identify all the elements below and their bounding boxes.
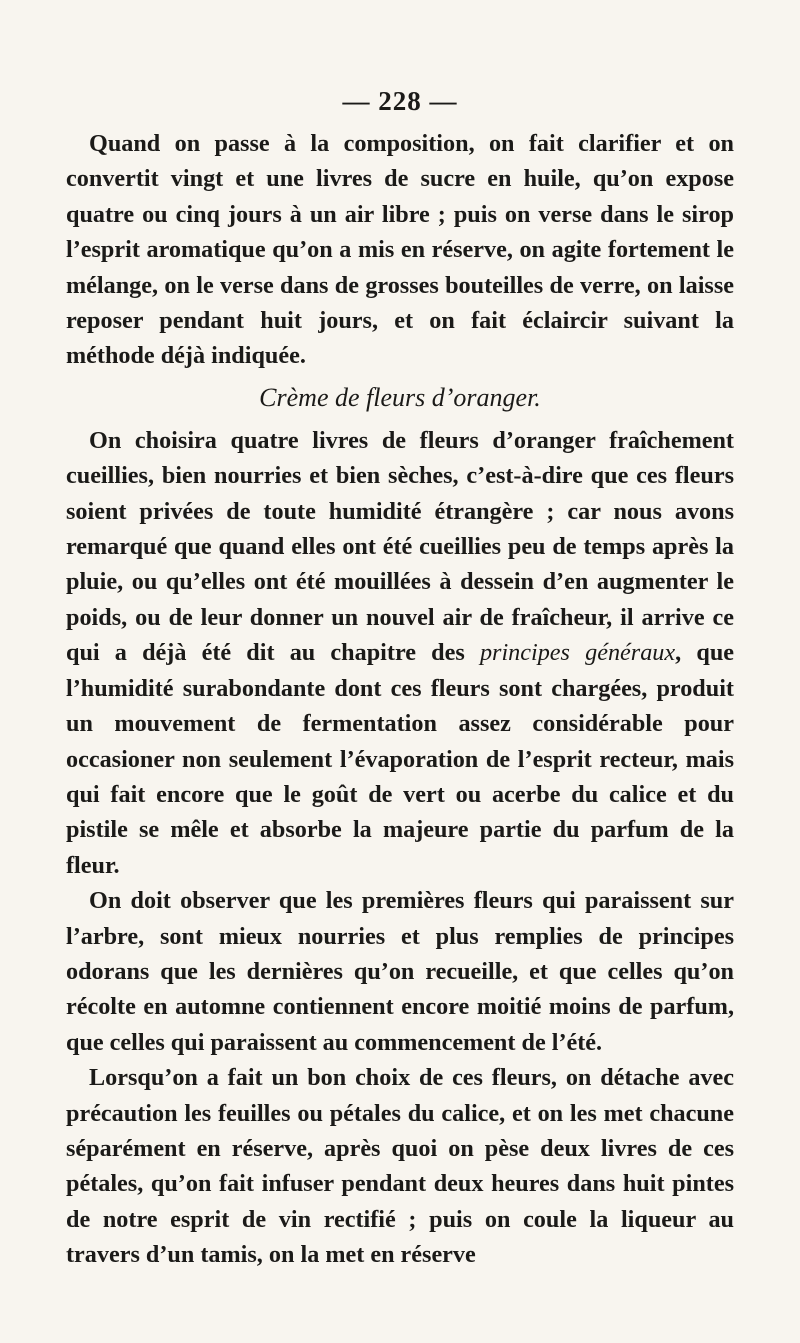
paragraph-text-after-italic: , que l’humidité surabondante dont ces fleurs sont chargées, produit un mouvement de fermentation assez considérable pour occasioner non seulement l’évaporation de l’esprit recteur, mais qui fait encore que le goût de vert ou acerbe du calice et du pistile se mêle et absorbe la majeure partie du parfum de la fleur.	[66, 639, 735, 879]
page-number: — 228 —	[342, 86, 458, 116]
paragraph-observation: On doit observer que les premières fleurs qui paraissent sur l’arbre, sont mieux nourries et plus remplies de principes odorans que les dernières qu’on recueille, et que celles qu’on récolte en automne contiennent encore moitié moins de parfum, que celles qui paraissent au commencement de l’été.	[66, 887, 734, 1056]
page-body	[66, 126, 734, 1273]
italic-phrase: principes généraux	[479, 639, 676, 667]
paragraph-composition: Quand on passe à la composition, on fait clarifier et on convertit vingt et une livres de sucre en huile, qu’on expose quatre ou cinq jours à un air libre ; puis on verse dans le sirop l’esprit aromatique qu’on a mis en réserve, on agite fortement le mélange, on le verse dans de grosses bouteilles de verre, on laisse reposer pendant huit jours, et on fait éclaircir suivant la méthode déjà indiquée.	[66, 130, 734, 370]
section-title: Crème de fleurs d’oranger.	[259, 382, 541, 412]
paragraph-text-before-italic: On choisira quatre livres de fleurs d’oranger fraîchement cueillies, bien nourries et bien sèches, c’est-à-dire que ces fleurs soient privées de toute humidité étrangère ; car nous avons remarqué que quand elles ont été cueillies peu de temps après la pluie, ou qu’elles ont été mouillées à dessein d’en augmenter le poids, ou de leur donner un nouvel air de fraîcheur, il arrive ce qui a déjà été dit au chapitre des	[66, 426, 734, 667]
paragraph-preparation: Lorsqu’on a fait un bon choix de ces fleurs, on détache avec précaution les feuilles ou pétales du calice, et on les met chacune séparément en réserve, après quoi on pèse deux livres de ces pétales, qu’on fait infuser pendant deux heures dans huit pintes de notre esprit de vin rectifié ; puis on coule la liqueur au travers d’un tamis, on la met en réserve	[66, 1064, 734, 1269]
paragraph-choice-of-flowers	[66, 423, 734, 883]
